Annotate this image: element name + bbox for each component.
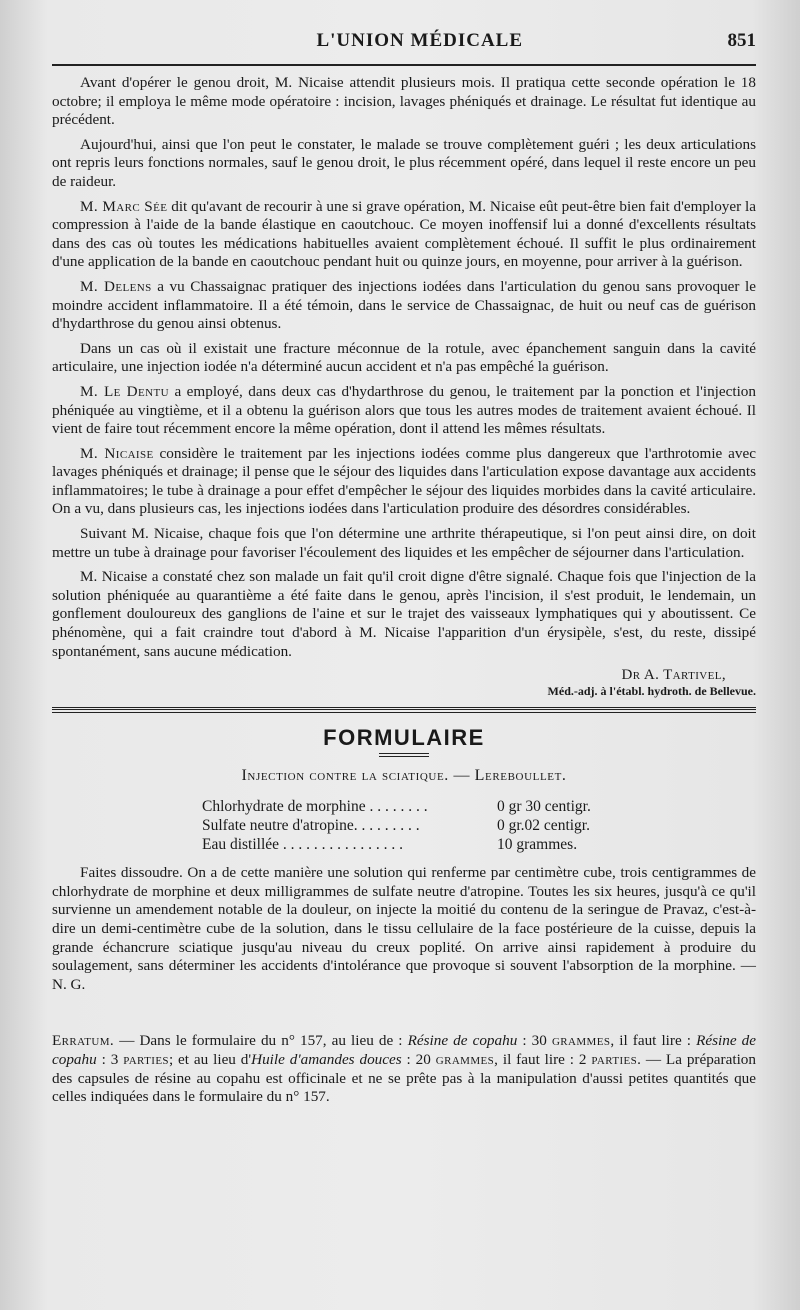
paragraph: M. Nicaise a constaté chez son malade un fait qu'il croit digne d'être signalé. Chaque fois que l'injection de la solution phéniquée au quarantième a été faite dans le genou, après l'incision, il s'est produit, le lendemain, un gonflement douloureux des ganglions de l'aine et sur le trajet des vaisseaux lymphatiques qui y aboutissent. Ce phénomène, qui a fait craindre tout d'abord à M. Nicaise l'apparition d'un érysipèle, s'est, du reste, dissipé spontanément, sans aucune médication. (52, 568, 756, 660)
section-title: FORMULAIRE (323, 725, 485, 751)
running-head (52, 30, 756, 60)
erratum-text: Erratum. — Dans le formulaire du n° 157, au lieu de : Résine de copahu : 30 grammes, il faut lire : Résine de copahu : 3 parties; et au lieu d'Huile d'amandes douces : 20 grammes, il faut lire : 2 parties. — La préparation des capsules de résine au copahu est officinale et ne se prête pas à la manipulation d'aussi petites quantités que celles indiquées dans le formulaire du n° 157. (52, 1032, 756, 1106)
signature (52, 667, 756, 699)
recipe-instructions: Faites dissoudre. On a de cette manière une solution qui renferme par centimètre cube, trois centigrammes de chlorhydrate de morphine et deux milligrammes de sulfate neutre d'atropine. Toutes les six heures, jusqu'à ce qu'il survienne un amendement notable de la douleur, on injecte la moitié du contenu de la seringue de Pravaz, c'est-à-dire un demi-centimètre cube de la solution, dans le tissu cellulaire de la face postérieure de la cuisse, depuis la grande échancrure sciatique jusqu'au niveau du creux poplité. On arrive ainsi rapidement à produire du soulagement, sans déterminer les accidents d'intolérance que provoque si souvent l'absorption de la morphine. — N. G. (52, 864, 756, 993)
ingredient-row: Sulfate neutre d'atropine. . . . . . . . . 0 gr.02 centigr. (202, 817, 590, 835)
page-number: 851 (727, 30, 756, 51)
paragraph: M. Marc Sée dit qu'avant de recourir à une si grave opération, M. Nicaise eût peut-être bien fait d'employer la compression à l'aide de la bande élastique en caoutchouc. Ce moyen inoffensif lui a donné d'excellents résultats dans des cas où toutes les médications habituelles avaient complètement échoué. Il suffit le plus ordinairement d'une application de la bande en caoutchouc pendant huit ou quinze jours, en moyenne, pour arriver à la guérison. (52, 197, 756, 271)
speaker-name: M. Nicaise (80, 444, 154, 462)
erratum (52, 1032, 756, 1106)
author-name: Dr A. Tartivel, (621, 667, 726, 684)
paragraph: M. Delens a vu Chassaignac pratiquer des injections iodées dans l'articulation du genou sans provoquer le moindre accident inflammatoire. Il a été témoin, dans le service de Chassaignac, de huit ou neuf cas de guérison d'hydarthrose du genou ainsi obtenus. (52, 277, 756, 333)
paragraph: Avant d'opérer le genou droit, M. Nicaise attendit plusieurs mois. Il pratiqua cette seconde opération le 18 octobre; il employa le même mode opératoire : incision, lavages phéniqués et drainage. Le résultat fut identique au précédent. (52, 74, 756, 129)
paragraph: Suivant M. Nicaise, chaque fois que l'on détermine une arthrite thérapeutique, si l'on peut ainsi dire, on doit mettre un tube à drainage pour favoriser l'écoulement des liquides et les empêcher de séjourner dans l'articulation. (52, 525, 756, 561)
section-divider (52, 707, 756, 713)
speaker-name: M. Delens (80, 277, 152, 295)
author-affiliation: Méd.-adj. à l'établ. hydroth. de Bellevue. (547, 684, 756, 699)
speaker-name: M. Le Dentu (80, 382, 169, 400)
recipe-title: Injection contre la sciatique. — Lereboullet. (241, 767, 567, 785)
ingredient-row: Chlorhydrate de morphine . . . . . . . . 0 gr 30 centigr. (202, 798, 591, 816)
paragraph: Dans un cas où il existait une fracture méconnue de la rotule, avec épanchement sanguin dans la cavité articulaire, une injection iodée n'a déterminé aucun accident et n'a pas empêché la guérison. (52, 339, 756, 376)
paragraph: M. Le Dentu a employé, dans deux cas d'hydarthrose du genou, le traitement par la ponction et l'injection phéniquée au vingtième, et il a obtenu la guérison alors que tous les autres modes de traitement avaient échoué. Il vient de faire tout récemment encore la même opération, dont il attend les mêmes résultats. (52, 382, 756, 438)
title-underline (379, 753, 429, 757)
paragraph: Aujourd'hui, ainsi que l'on peut le constater, le malade se trouve complètement guéri ; les deux articulations ont repris leurs fonctions normales, sauf le genou droit, le plus récemment opéré, dans lequel il reste encore un peu de raideur. (52, 135, 756, 190)
journal-title: L'UNION MÉDICALE (316, 30, 524, 51)
article-body (52, 74, 756, 661)
paragraph: M. Nicaise considère le traitement par les injections iodées comme plus dangereux que l'arthrotomie avec lavages phéniqués et drainage; il pense que le séjour des liquides dans l'articulation expose davantage aux accidents inflammatoires; le tube à drainage a pour effet d'empêcher le séjour des liquides morbides dans la cavité articulaire. On a vu, dans plusieurs cas, les injections iodées dans l'articulation produire des désordres considérables. (52, 444, 757, 518)
recipe-ingredients (202, 797, 756, 854)
ingredient-row: Eau distillée . . . . . . . . . . . . . . . . 10 grammes. (202, 836, 578, 854)
header-rule (52, 64, 756, 66)
erratum-label: Erratum. (52, 1032, 115, 1050)
speaker-name: M. Marc Sée (80, 197, 168, 215)
